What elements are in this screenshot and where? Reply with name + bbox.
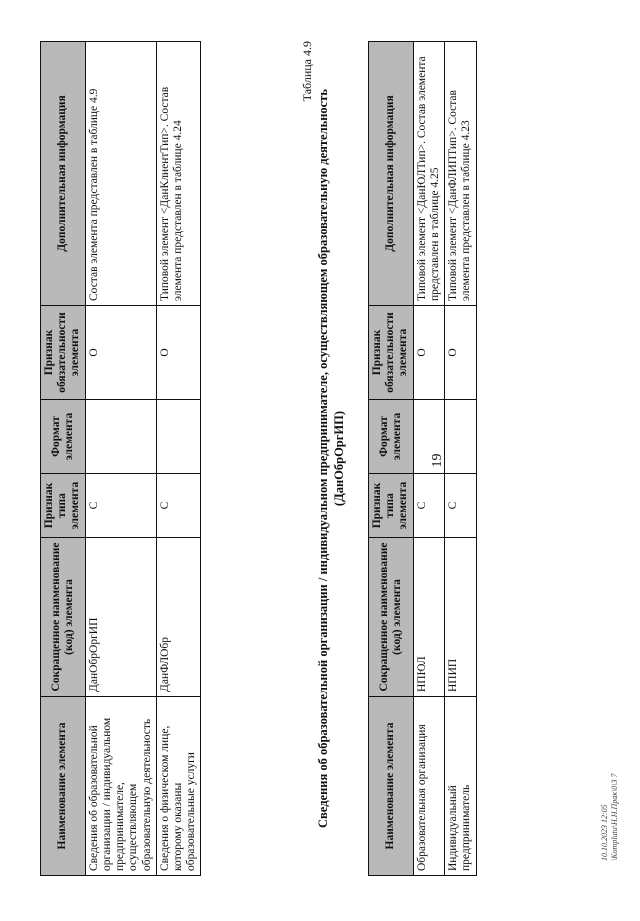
cell-name: Образовательная организация	[413, 697, 444, 876]
cell-type: С	[445, 474, 476, 538]
header-format: Формат элемента	[369, 400, 414, 474]
cell-info: Типовой элемент <ДанКлиентТип>. Состав элемента представлен в таблице 4.24	[156, 42, 201, 306]
cell-code: ДанОбрОргИП	[85, 538, 156, 697]
cell-format	[85, 400, 156, 474]
cell-info: Типовой элемент <ДанЮЛТип>. Состав элемента представлен в таблице 4.25	[413, 42, 444, 306]
header-code: Сокращенное наименование (код) элемента	[41, 538, 86, 697]
cell-required: О	[156, 306, 201, 400]
table-title: Сведения об образовательной организации / индивидуальном предпринимателе, осуществляющем образовательную деятельность (ДанОбрОргИП)	[316, 89, 346, 828]
table-row	[85, 42, 156, 876]
header-format: Формат элемента	[41, 400, 86, 474]
cell-required: О	[445, 306, 476, 400]
cell-required: О	[413, 306, 444, 400]
header-code: Сокращенное наименование (код) элемента	[369, 538, 414, 697]
header-type: Признак типа элемента	[369, 474, 414, 538]
cell-format	[413, 400, 444, 474]
cell-name: Сведения об образовательной организации / индивидуальном предпринимателе, осуществляющем образовательную деятельность	[85, 697, 156, 876]
cell-name: Сведения о физическом лице, которому оказаны образовательные услуги	[156, 697, 201, 876]
header-name: Наименование элемента	[41, 697, 86, 876]
stamp-path: \Komplutu\Н.Н.Прак\0\3 7	[609, 773, 619, 861]
header-info: Дополнительная информация	[369, 42, 414, 306]
cell-format	[156, 400, 201, 474]
cell-type: С	[85, 474, 156, 538]
header-required: Признак обязательности элемента	[41, 306, 86, 400]
cell-code: ДанФЛОбр	[156, 538, 201, 697]
table-caption: Таблица 4.9	[300, 41, 314, 102]
table-header-row	[41, 42, 86, 876]
table-row	[156, 42, 201, 876]
table-row	[413, 42, 444, 876]
header-required: Признак обязательности элемента	[369, 306, 414, 400]
header-info: Дополнительная информация	[41, 42, 86, 306]
header-type: Признак типа элемента	[41, 474, 86, 538]
cell-type: С	[413, 474, 444, 538]
page-number: 19	[430, 453, 445, 468]
cell-info: Состав элемента представлен в таблице 4.9	[85, 42, 156, 306]
stamp-date: 10.10.2023 12:05	[600, 804, 609, 861]
cell-required: О	[85, 306, 156, 400]
table-row	[445, 42, 476, 876]
cell-code: НПИП	[445, 538, 476, 697]
print-stamp	[600, 773, 619, 861]
cell-name: Индивидуальный предприниматель	[445, 697, 476, 876]
cell-type: С	[156, 474, 201, 538]
cell-format	[445, 400, 476, 474]
header-name: Наименование элемента	[369, 697, 414, 876]
table-header-row	[369, 42, 414, 876]
elements-table	[40, 41, 201, 876]
cell-info: Типовой элемент <ДанФЛИПТип>. Состав элемента представлен в таблице 4.23	[445, 42, 476, 306]
org-elements-table	[368, 41, 477, 876]
cell-code: НПЮЛ	[413, 538, 444, 697]
